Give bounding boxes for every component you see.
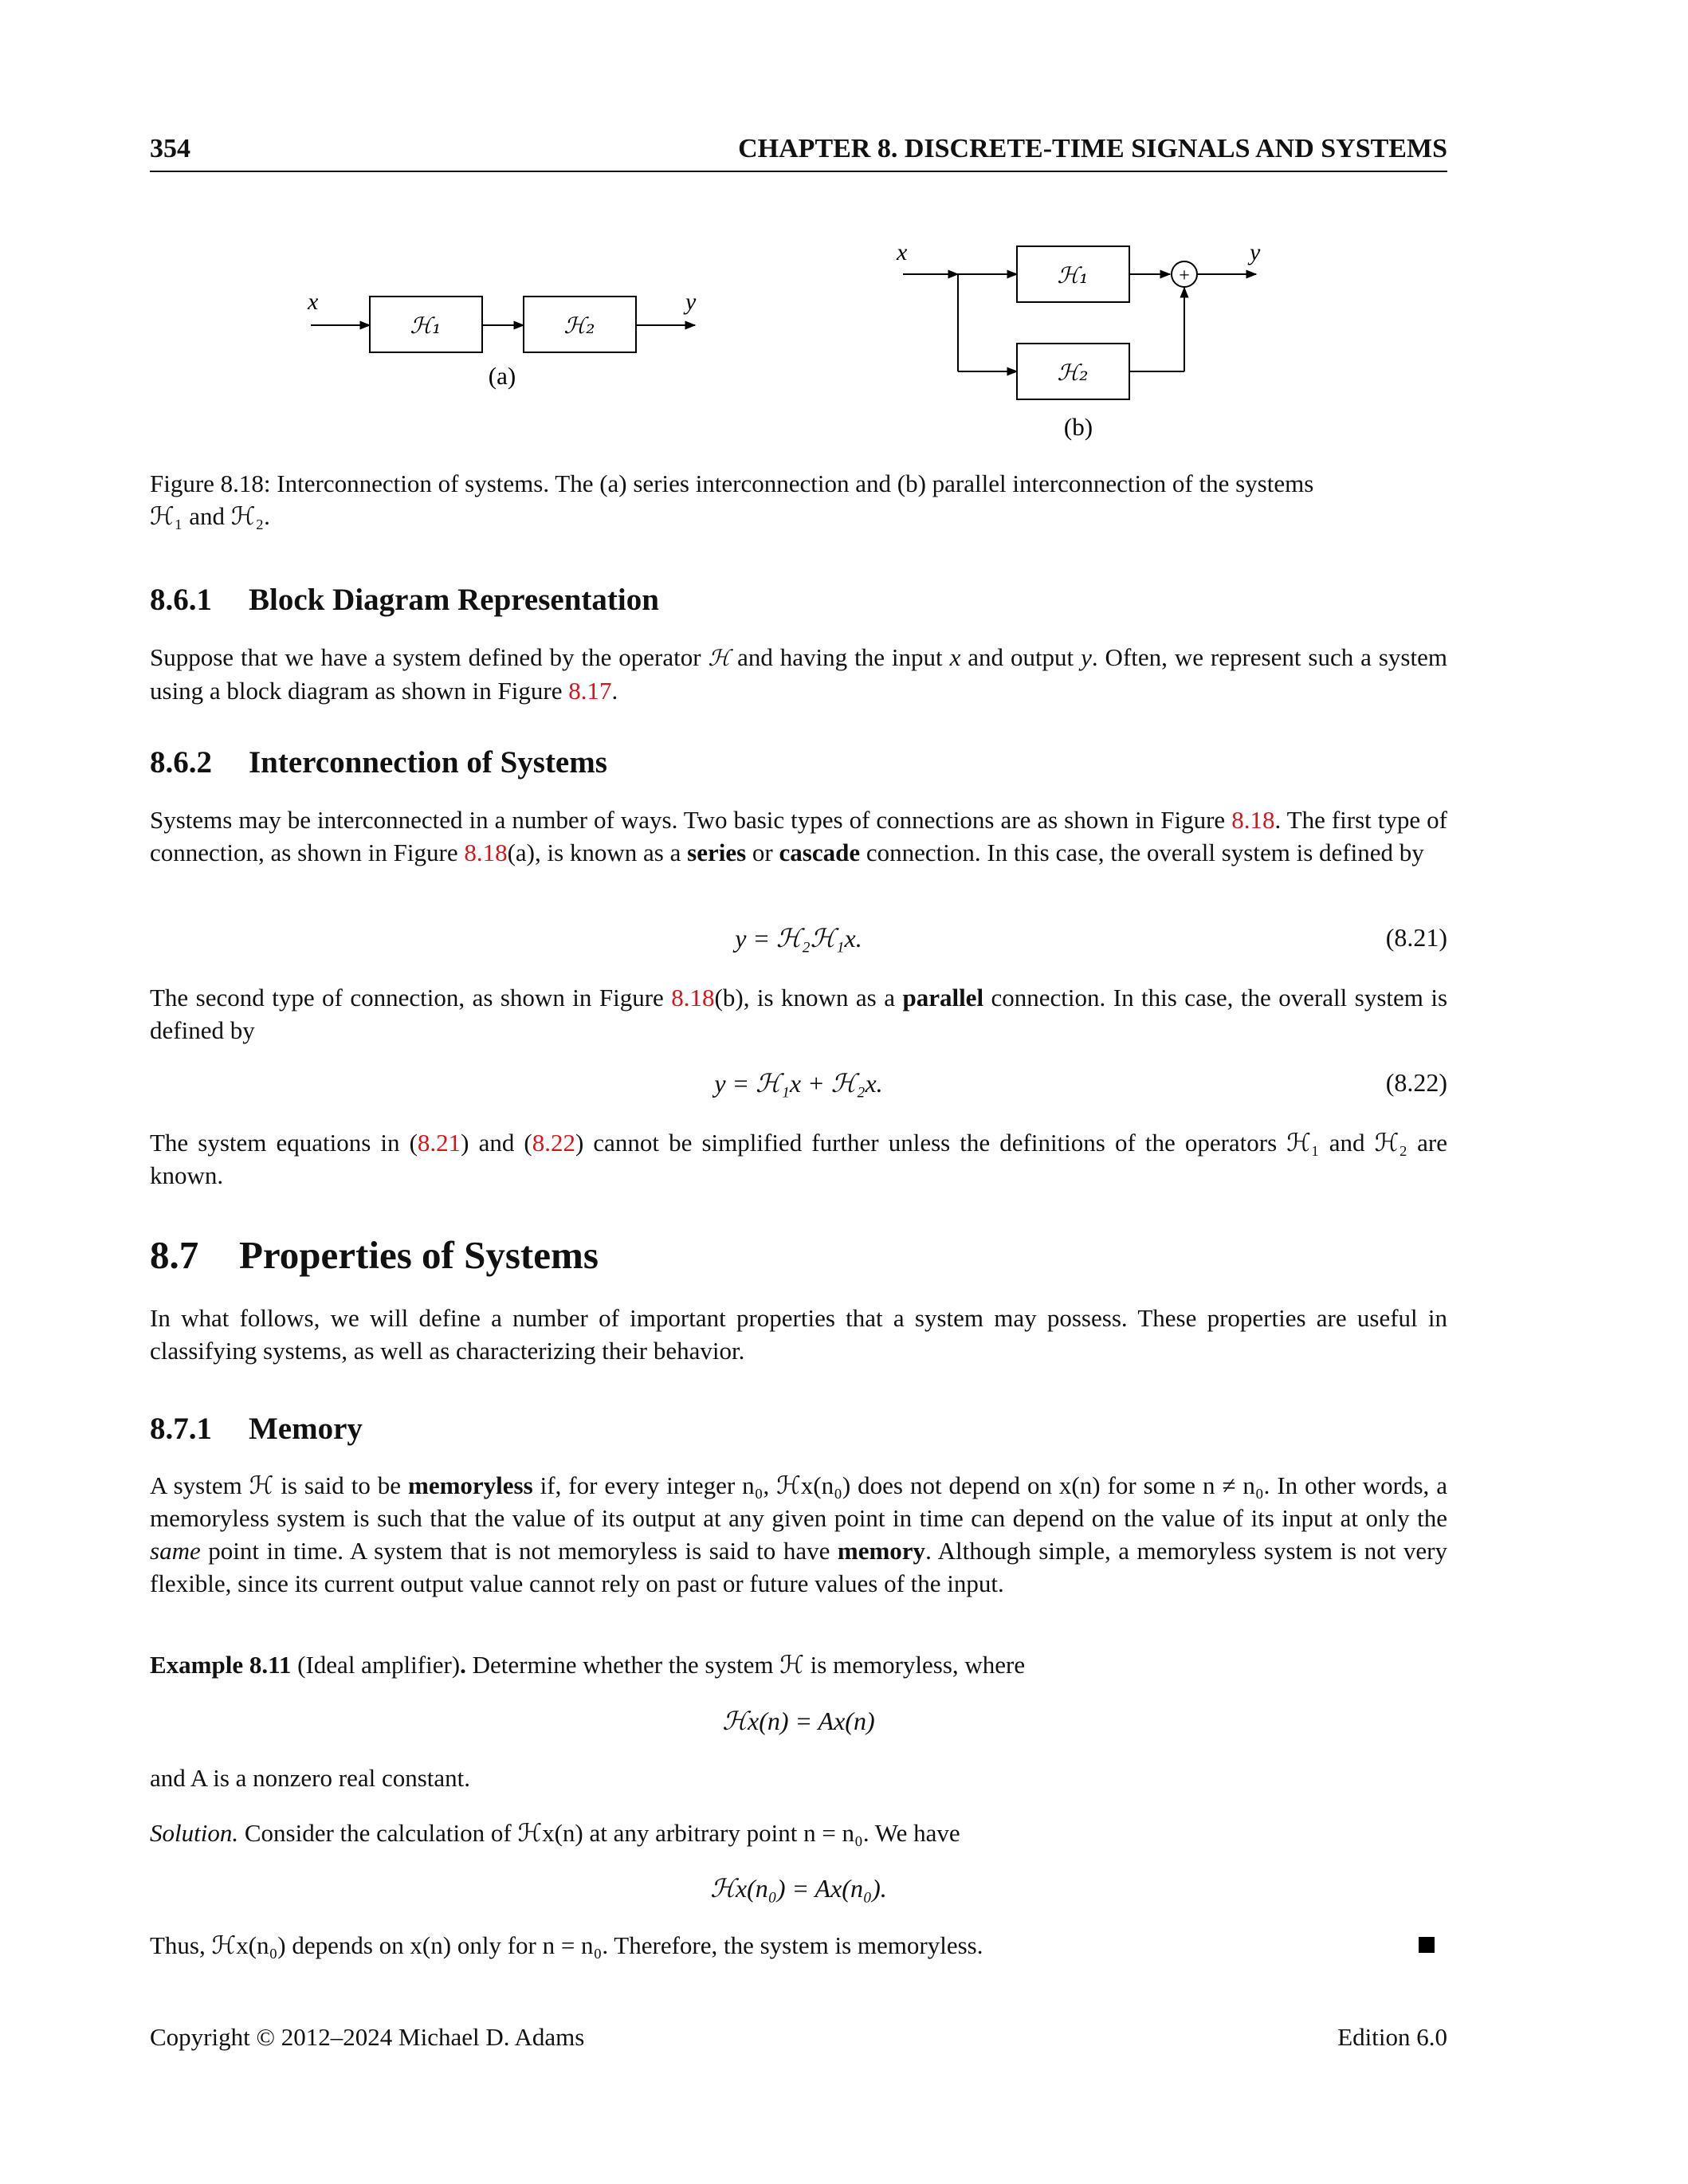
equation-body: ℋx(n) = Ax(n)	[722, 1707, 875, 1735]
example-constant-text: and A is a nonzero real constant.	[150, 1764, 471, 1792]
section-8-7-heading	[150, 1232, 599, 1278]
example-label: Example 8.11	[150, 1651, 292, 1679]
section-title: Memory	[249, 1412, 363, 1446]
section-8-7-1-heading	[150, 1411, 363, 1447]
paragraph: In what follows, we will define a number of important properties that a system may possess. These properties are useful in classifying systems, as well as characterizing their behavior.	[150, 1304, 1447, 1365]
figure-caption-line1: Figure 8.18: Interconnection of systems. The (a) series interconnection and (b) parallel interconnection of the systems	[150, 469, 1314, 497]
chapter-title: CHAPTER 8. DISCRETE-TIME SIGNALS AND SYSTEMS	[738, 134, 1447, 163]
section-8-7-body	[150, 1302, 1447, 1367]
figure-8-18-diagrams	[0, 0, 1688, 462]
footer-copyright: Copyright © 2012–2024 Michael D. Adams	[150, 2023, 585, 2051]
series-output-label: y	[685, 289, 697, 315]
series-diagram	[307, 289, 697, 390]
section-number: 8.6.2	[150, 745, 212, 780]
section-8-7-1-para1: A system ℋ is said to be memoryless if, for every integer n₀, ℋx(n₀) does not depend on x(n) for some n ≠ n₀. In other words, a memoryless system is such that the value of its output at any given point in time can depend on the value of its input at only the same point in time. A system that is not memoryless is said to have memory. Although simple, a memoryless system is not very flexible, since its current output value cannot rely on past or future values of the input.	[150, 1471, 1448, 1597]
equation-ref-link[interactable]: 8.21	[417, 1129, 461, 1157]
parallel-block-h1-label: ℋ₁	[1057, 262, 1089, 289]
series-input-label: x	[308, 289, 319, 315]
equation-tag: (8.22)	[1385, 1068, 1447, 1097]
section-8-6-1-heading	[150, 582, 659, 618]
parallel-output-label: y	[1250, 239, 1261, 265]
figure-ref-link[interactable]: 8.17	[568, 677, 612, 705]
section-8-6-1-body	[150, 641, 1447, 707]
parallel-block-h2-label: ℋ₂	[1057, 359, 1089, 386]
series-caption-label: (a)	[488, 362, 516, 390]
equation-ideal-amplifier	[150, 1706, 1447, 1741]
section-8-6-2-para3: The system equations in (8.21) and (8.22) cannot be simplified further unless the definitions of the operators ℋ₁ and ℋ₂ are known.	[150, 1129, 1447, 1189]
figure-ref-link[interactable]: 8.18	[671, 984, 715, 1011]
section-8-6-2-heading	[150, 744, 607, 780]
equation-8-22	[150, 1068, 1447, 1103]
section-title: Block Diagram Representation	[249, 583, 659, 617]
series-block-h2-label: ℋ₂	[563, 312, 595, 339]
solution: Solution. Consider the calculation of ℋx(n) at any arbitrary point n = n₀. We have	[150, 1819, 960, 1847]
adder-symbol: +	[1179, 265, 1190, 286]
equation-ref-link[interactable]: 8.22	[532, 1129, 575, 1157]
section-title: Properties of Systems	[239, 1233, 599, 1277]
parallel-diagram	[896, 239, 1261, 441]
parallel-caption-label: (b)	[1063, 413, 1093, 441]
section-number: 8.7	[150, 1233, 199, 1277]
equation-body: y = ℋ₁x + ℋ₂x.	[714, 1069, 883, 1098]
figure-caption	[150, 467, 1447, 532]
equation-body: ℋx(n₀) = Ax(n₀).	[710, 1874, 887, 1903]
section-number: 8.6.1	[150, 583, 212, 617]
section-8-6-2-para2: The second type of connection, as shown in Figure 8.18(b), is known as a parallel connection. In this case, the overall system is defined by	[150, 984, 1448, 1044]
figure-ref-link[interactable]: 8.18	[1231, 806, 1275, 834]
qed-square-icon	[1419, 1937, 1435, 1953]
equation-body: y = ℋ₂ℋ₁x.	[735, 924, 862, 953]
equation-solution	[150, 1873, 1447, 1908]
equation-tag: (8.21)	[1385, 923, 1447, 952]
section-8-6-2-para1: Systems may be interconnected in a number of ways. Two basic types of connections are as shown in Figure 8.18. The first type of connection, as shown in Figure 8.18(a), is known as a series or cascade connection. In this case, the overall system is defined by	[150, 806, 1447, 866]
figure-caption-line2: ℋ₁ and ℋ₂.	[150, 502, 270, 530]
solution-conclusion: Thus, ℋx(n₀) depends on x(n) only for n = n₀. Therefore, the system is memoryless.	[150, 1931, 983, 1959]
section-number: 8.7.1	[150, 1412, 212, 1446]
parallel-input-label: x	[897, 239, 908, 265]
equation-8-21	[150, 923, 1447, 958]
paragraph: Suppose that we have a system defined by the operator ℋ and having the input x and output y. Often, we represent such a system using a block diagram as shown in Figure 8.17.	[150, 643, 1447, 705]
section-title: Interconnection of Systems	[249, 745, 607, 780]
solution-label: Solution.	[150, 1819, 239, 1847]
series-block-h1-label: ℋ₁	[410, 312, 442, 339]
example-8-11: Example 8.11 (Ideal amplifier). Determine whether the system ℋ is memoryless, where	[150, 1651, 1026, 1679]
footer-edition: Edition 6.0	[1337, 2023, 1447, 2051]
page-number: 354	[150, 134, 190, 163]
figure-ref-link[interactable]: 8.18	[464, 839, 508, 866]
